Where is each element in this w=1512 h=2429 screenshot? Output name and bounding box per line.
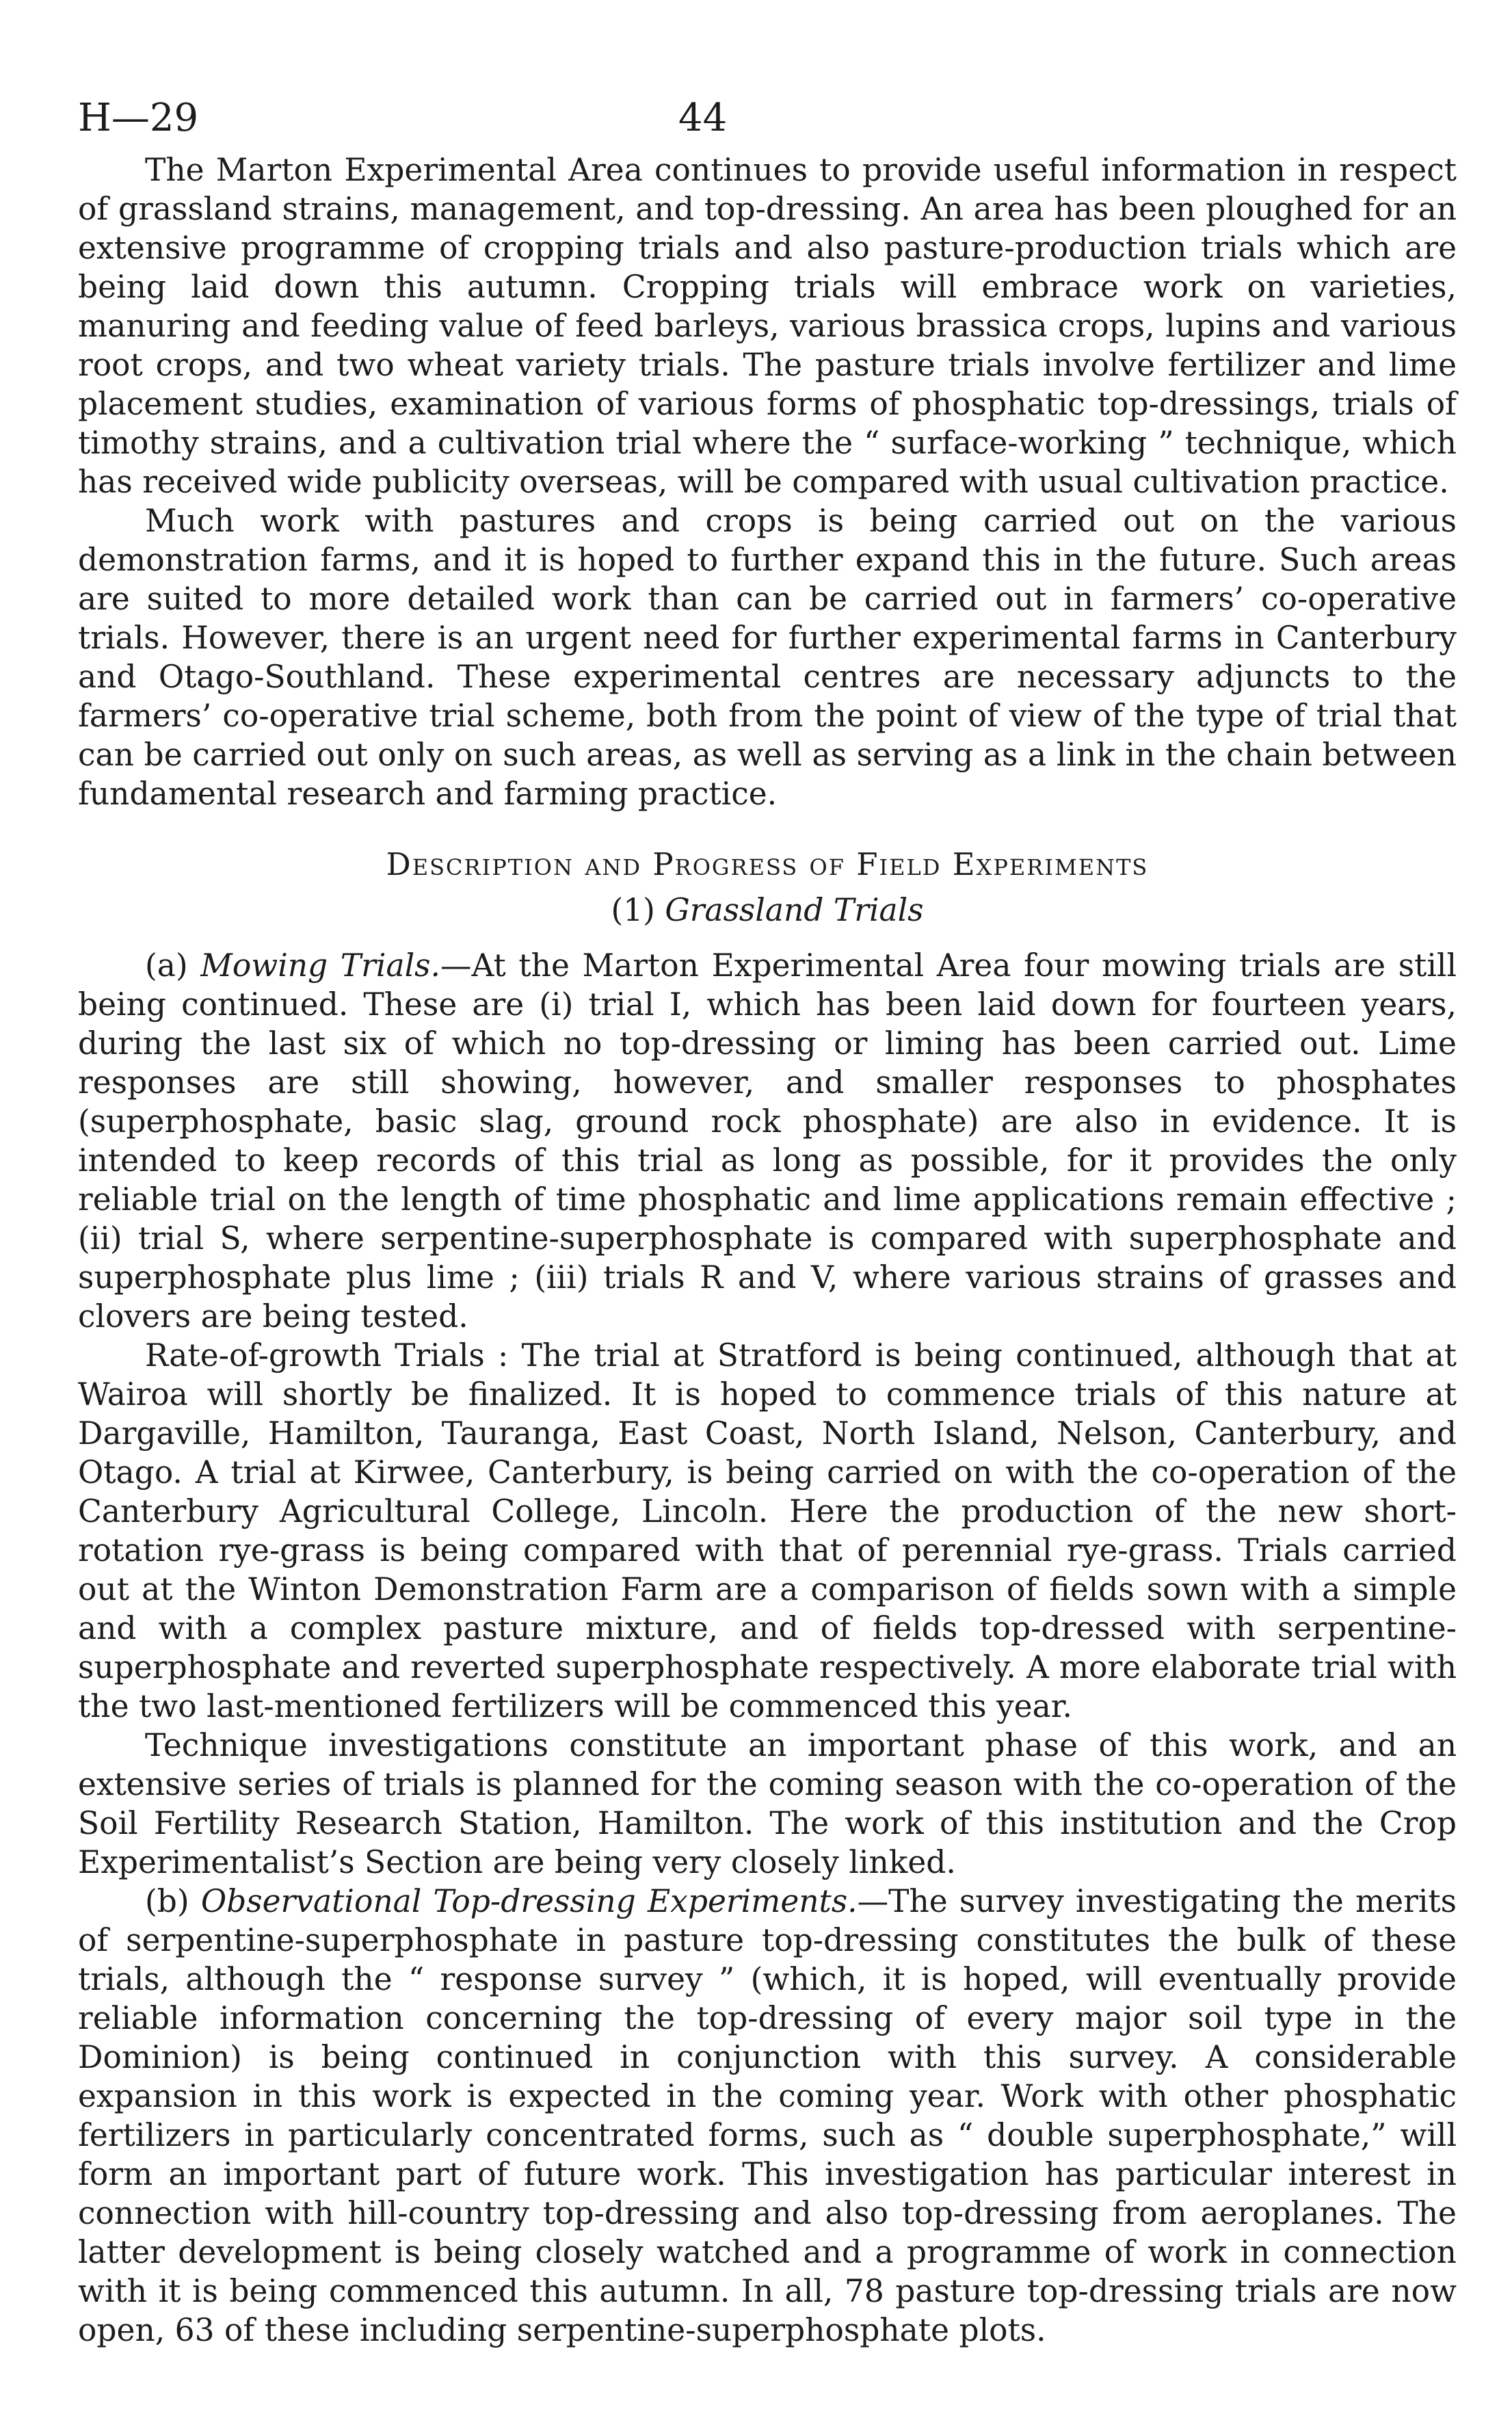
paragraph-rate-of-growth: Rate-of-growth Trials : The trial at Stratford is being continued, although that at Wairoa will shortly be finalized. It is hoped to commence trials of this nature at Dargaville, Hamilton, Tauranga, East Coast, North Island, Nelson, Canterbury, and Otago. A trial at Kirwee, Canterbury, is being carried on with the co-operation of the Canterbury Agricultural College, Lincoln. Here the production of the new short-rotation rye-grass is being compared with that of perennial rye-grass. Trials carried out at the Winton Demonstration Farm are a comparison of fields sown with a simple and with a complex pasture mixture, and of fields top-dressed with serpentine-superphosphate and reverted superphosphate respectively. A more elaborate trial with the two last-mentioned fertilizers will be commenced this year. xyxy=(78,1337,1457,1724)
mowing-title: Mowing Trials. xyxy=(200,947,440,984)
subsection-heading xyxy=(78,891,1457,930)
observational-body: —The survey investigating the merits of serpentine-superphosphate in pasture top-dressing constitutes the bulk of these trials, although the “ response survey ” (which, it is hoped, will eventually provide reliable information concerning the top-dressing of every major soil type in the Dominion) is being continued in conjunction with this survey. A considerable expansion in this work is expected in the coming year. Work with other phosphatic fertilizers in particularly concentrated forms, such as “ double superphosphate,” will form an important part of future work. This investigation has particular interest in connection with hill-country top-dressing and also top-dressing from aeroplanes. The latter development is being closely watched and a programme of work in connection with it is being commenced this autumn. In all, 78 pasture top-dressing trials are now open, 63 of these including serpentine-superphosphate plots. xyxy=(78,1883,1457,2348)
subsection-title: Grassland Trials xyxy=(665,892,924,928)
section-heading: Description and Progress of Field Experiments xyxy=(386,846,1149,882)
paragraph-marton: The Marton Experimental Area continues to provide useful information in respect of grassland strains, management, and top-dressing. An area has been ploughed for an extensive programme of cropping trials and also pasture-production trials which are being laid down this autumn. Cropping trials will embrace work on varieties, manuring and feeding value of feed barleys, various brassica crops, lupins and various root crops, and two wheat variety trials. The pasture trials involve fertilizer and lime placement studies, examination of various forms of phosphatic top-dressings, trials of timothy strains, and a cultivation trial where the “ surface-working ” technique, which has received wide publicity overseas, will be compared with usual cultivation practice. xyxy=(78,152,1457,500)
observational-title: Observational Top-dressing Experiments. xyxy=(200,1883,858,1919)
mowing-body: —At the Marton Experimental Area four mowing trials are still being continued. These are (i) trial I, which has been laid down for fourteen years, during the last six of which no top-dressing or liming has been carried out. Lime responses are still showing, however, and smaller responses to phosphates (superphosphate, basic slag, ground rock phosphate) are also in evidence. It is intended to keep records of this trial as long as possible, for it provides the only reliable trial on the length of time phosphatic and lime applications remain effective ; (ii) trial S, where serpentine-superphosphate is compared with superphosphate and superphosphate plus lime ; (iii) trials R and V, where various strains of grasses and clovers are being tested. xyxy=(78,947,1457,1335)
paragraph-mowing-trials xyxy=(78,946,1457,1336)
observational-label: (b) xyxy=(145,1883,189,1919)
page-header xyxy=(78,82,1457,150)
paragraph-demonstration-farms: Much work with pastures and crops is being carried out on the various demonstration farms, and it is hoped to further expand this in the future. Such areas are suited to more detailed work than can be carried out in farmers’ co-operative trials. However, there is an urgent need for further experimental farms in Canterbury and Otago-Southland. These experimental centres are necessary adjuncts to the farmers’ co-operative trial scheme, both from the point of view of the type of trial that can be carried out only on such areas, as well as serving as a link in the chain between fundamental research and farming practice. xyxy=(78,503,1457,812)
paragraph-technique: Technique investigations constitute an important phase of this work, and an extensive series of trials is planned for the coming season with the co-operation of the Soil Fertility Research Station, Hamilton. The work of this institution and the Crop Experimentalist’s Section are being very closely linked. xyxy=(78,1727,1457,1880)
page-number: 44 xyxy=(678,96,728,140)
document-page xyxy=(78,82,1457,2350)
report-reference: H—29 xyxy=(78,96,199,140)
paragraph-observational-trials xyxy=(78,1882,1457,2350)
mowing-label: (a) xyxy=(145,947,188,984)
subsection-number: (1) xyxy=(611,892,655,928)
